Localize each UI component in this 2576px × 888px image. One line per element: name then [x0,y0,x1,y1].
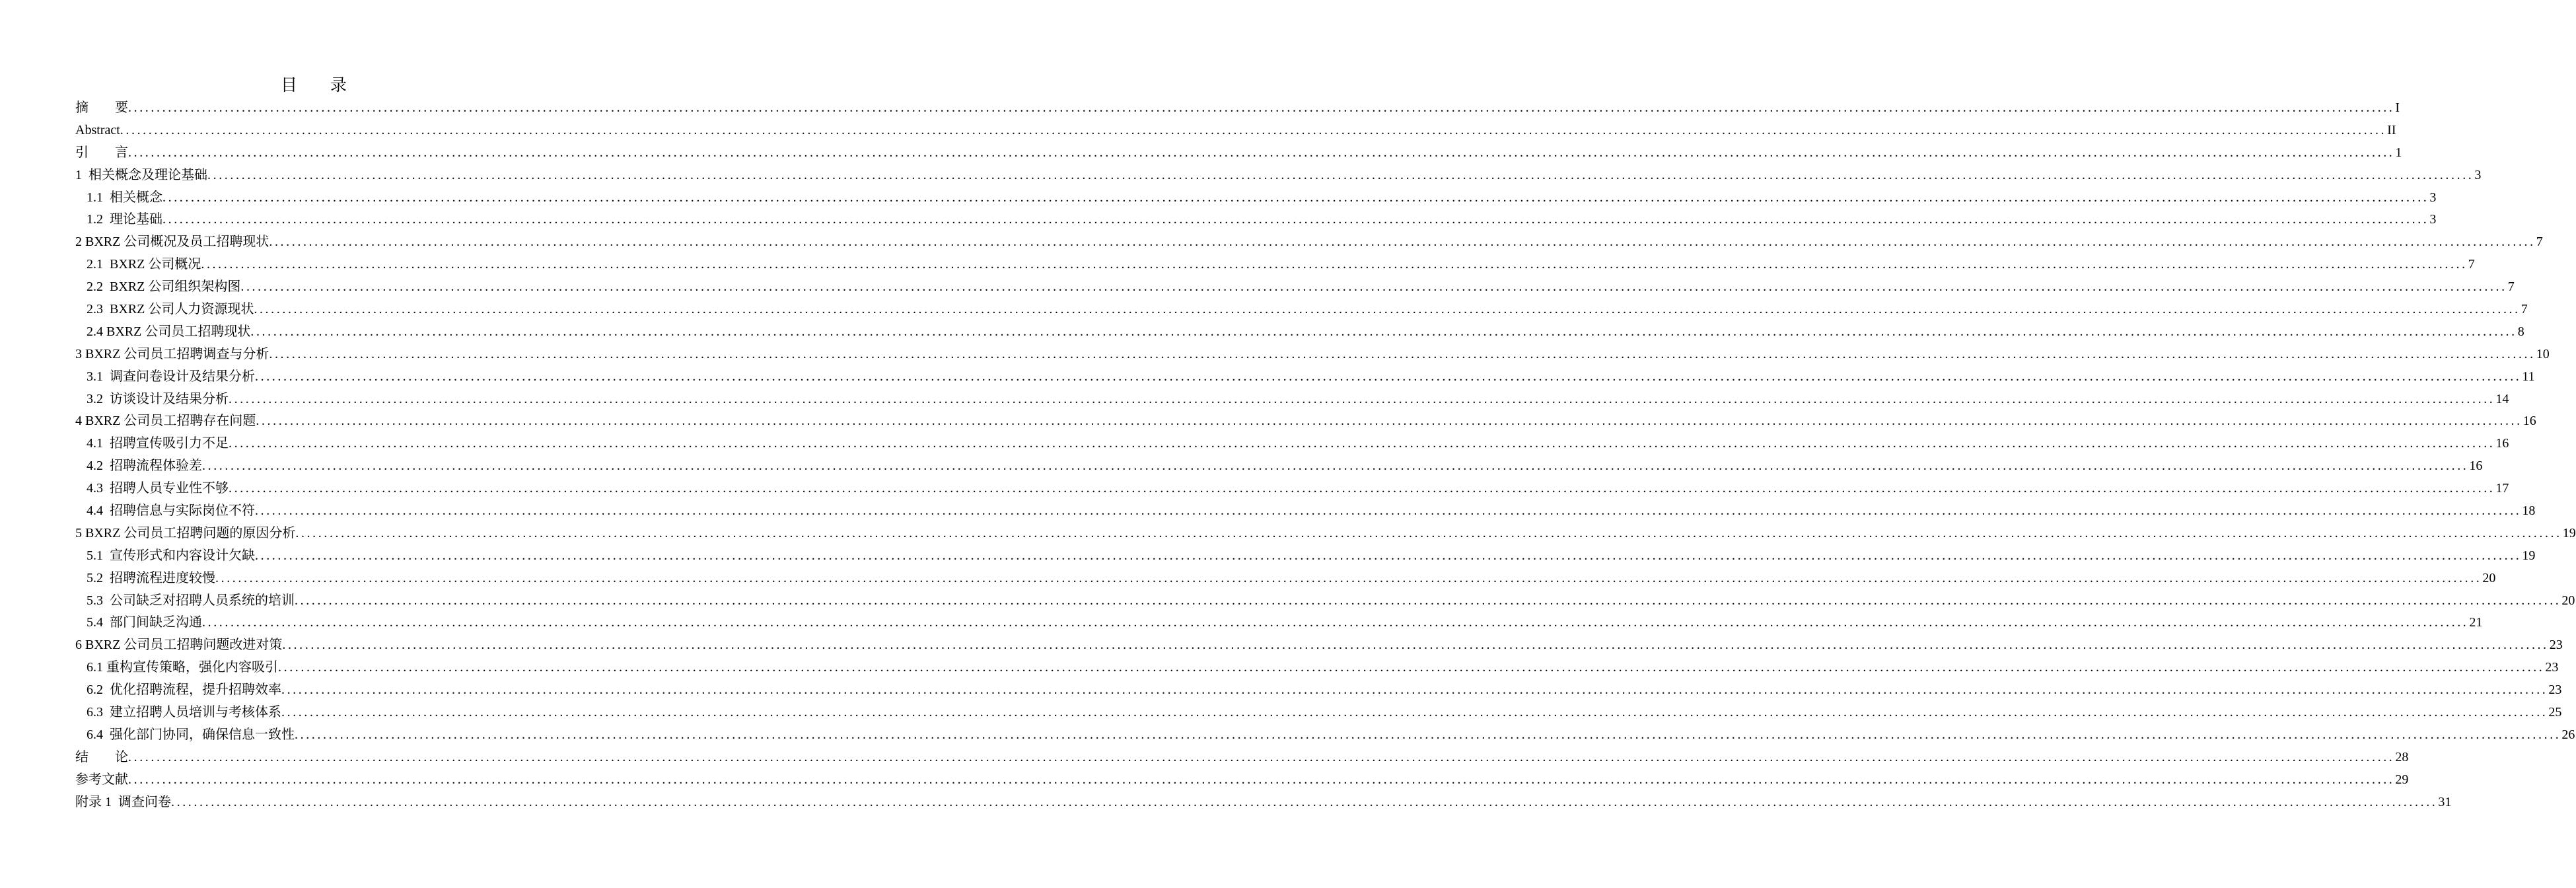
toc-entry[interactable] [75,702,2562,724]
toc-entry-page-number: 14 [2495,391,2509,406]
toc-dot-leader: ............................................................................................................................................................................................................................................................................................................................................................................................................... [162,212,2429,227]
toc-entry-title: 2.3 BXRZ 公司人力资源现状 [87,302,254,317]
toc-entry-title: 参考文献 [75,772,128,787]
toc-entry-title: 3.2 访谈设计及结果分析 [87,391,229,406]
toc-entry[interactable] [75,523,2576,545]
toc-entry[interactable] [75,568,2496,590]
toc-entry[interactable] [75,165,2482,187]
toc-entry[interactable] [75,366,2535,388]
toc-entry[interactable] [75,657,2559,679]
toc-entry-page-number: 29 [2395,772,2409,787]
toc-dot-leader: ............................................................................................................................................................................................................................................................................................................................................................................................................... [162,190,2429,205]
toc-dot-leader: ............................................................................................................................................................................................................................................................................................................................................................................................................... [229,436,2495,451]
toc-entry-title: 6.1 重构宣传策略，强化内容吸引 [87,660,278,675]
toc-entry[interactable] [75,231,2543,254]
toc-entry[interactable] [75,724,2575,747]
toc-entry-title: 6.2 优化招聘流程，提升招聘效率 [87,683,281,698]
toc-entry[interactable] [75,634,2563,657]
toc-entry-title: 1.2 理论基础 [87,212,162,227]
toc-dot-leader: ............................................................................................................................................................................................................................................................................................................................................................................................................... [171,794,2438,809]
toc-entry-title: 1 相关概念及理论基础 [75,167,207,182]
toc-entry-title: 5.3 公司缺乏对招聘人员系统的培训 [87,593,295,608]
toc-entry-page-number: 17 [2495,481,2509,496]
toc-dot-leader: ............................................................................................................................................................................................................................................................................................................................................................................................................... [269,346,2536,361]
toc-dot-leader: ............................................................................................................................................................................................................................................................................................................................................................................................................... [229,391,2495,406]
toc-dot-leader: ............................................................................................................................................................................................................................................................................................................................................................................................................... [281,705,2548,720]
toc-entry-title: Abstract [75,122,120,137]
toc-entry-title: 附录 1 调查问卷 [75,794,171,809]
toc-entry-title: 4.3 招聘人员专业性不够 [87,481,229,496]
toc-entry-page-number: 7 [2468,257,2475,272]
toc-entry-page-number: 3 [2429,212,2437,227]
toc-entry-page-number: 19 [2562,525,2576,540]
toc-entry-page-number: 25 [2548,705,2562,720]
toc-entry-title: 6.4 强化部门协同，确保信息一致性 [87,727,295,742]
toc-entry-title: 6 BXRZ 公司员工招聘问题改进对策 [75,638,283,653]
page-title: 目 录 [280,77,347,94]
toc-entry-page-number: 21 [2469,615,2483,630]
toc-dot-leader: ............................................................................................................................................................................................................................................................................................................................................................................................................... [295,727,2561,742]
toc-entry-page-number: 1 [2395,145,2402,160]
toc-entry[interactable] [75,410,2536,433]
toc-dot-leader: ............................................................................................................................................................................................................................................................................................................................................................................................................... [201,257,2468,272]
toc-entry-title: 2.4 BXRZ 公司员工招聘现状 [87,324,251,339]
toc-dot-leader: ............................................................................................................................................................................................................................................................................................................................................................................................................... [255,369,2522,384]
toc-dot-leader: ............................................................................................................................................................................................................................................................................................................................................................................................................... [202,615,2469,630]
toc-entry-page-number: 10 [2536,346,2550,361]
toc-entry-page-number: 16 [2522,414,2536,429]
toc-entry-title: 1.1 相关概念 [87,190,162,205]
toc-entry-title: 4.4 招聘信息与实际岗位不符 [87,503,255,519]
toc-entry-page-number: 31 [2438,794,2452,809]
toc-entry[interactable] [75,187,2437,209]
toc-entry-title: 3.1 调查问卷设计及结果分析 [87,369,255,384]
toc-entry-page-number: 11 [2522,369,2535,384]
toc-entry[interactable] [75,433,2509,455]
toc-dot-leader: ............................................................................................................................................................................................................................................................................................................................................................................................................... [255,548,2522,563]
toc-entry[interactable] [75,747,2409,769]
toc-entry-title: 结 论 [75,749,128,764]
toc-dot-leader: ............................................................................................................................................................................................................................................................................................................................................................................................................... [128,100,2395,115]
toc-entry-title: 5 BXRZ 公司员工招聘问题的原因分析 [75,525,296,540]
toc-entry-page-number: 7 [2536,235,2543,250]
toc-entry[interactable] [75,612,2483,634]
toc-entry-page-number: 20 [2561,593,2575,608]
toc-entry[interactable] [75,388,2509,411]
toc-entry[interactable] [75,792,2452,814]
toc-entry[interactable] [75,478,2509,500]
toc-dot-leader: ............................................................................................................................................................................................................................................................................................................................................................................................................... [295,593,2561,608]
toc-entry-title: 4.2 招聘流程体验差 [87,459,202,474]
toc-entry[interactable] [75,344,2550,366]
toc-entry-page-number: 28 [2395,749,2409,764]
toc-dot-leader: ............................................................................................................................................................................................................................................................................................................................................................................................................... [254,302,2521,317]
toc-entry-title: 4 BXRZ 公司员工招聘存在问题 [75,414,256,429]
toc-entry-title: 2 BXRZ 公司概况及员工招聘现状 [75,235,269,250]
table-of-contents [75,97,2576,814]
toc-entry-page-number: 26 [2561,727,2575,742]
toc-entry[interactable] [75,500,2536,523]
toc-entry[interactable] [75,590,2575,612]
toc-entry-title: 5.1 宣传形式和内容设计欠缺 [87,548,255,563]
toc-dot-leader: ............................................................................................................................................................................................................................................................................................................................................................................................................... [202,459,2469,474]
toc-entry-page-number: 19 [2522,548,2536,563]
toc-entry-title: 引 言 [75,145,128,160]
toc-entry-page-number: 3 [2474,167,2482,182]
toc-entry[interactable] [75,545,2536,568]
toc-entry[interactable] [75,455,2483,478]
toc-entry-page-number: 3 [2429,190,2437,205]
toc-dot-leader: ............................................................................................................................................................................................................................................................................................................................................................................................................... [250,324,2517,339]
toc-entry-title: 5.2 招聘流程进度较慢 [87,570,215,585]
toc-entry-page-number: 23 [2545,660,2559,675]
toc-entry-title: 5.4 部门间缺乏沟通 [87,615,202,630]
toc-dot-leader: ............................................................................................................................................................................................................................................................................................................................................................................................................... [128,145,2395,160]
toc-entry-title: 摘 要 [75,100,128,115]
toc-entry-page-number: 7 [2507,279,2515,295]
toc-entry[interactable] [75,276,2515,299]
toc-entry[interactable] [75,769,2409,792]
toc-entry[interactable] [75,97,2400,120]
toc-dot-leader: ............................................................................................................................................................................................................................................................................................................................................................................................................... [256,414,2522,429]
toc-dot-leader: ............................................................................................................................................................................................................................................................................................................................................................................................................... [229,481,2495,496]
toc-entry-page-number: 7 [2521,302,2528,317]
toc-entry[interactable] [75,254,2475,276]
toc-entry-page-number: 18 [2522,503,2536,519]
toc-dot-leader: ............................................................................................................................................................................................................................................................................................................................................................................................................... [282,638,2549,653]
toc-entry-title: 6.3 建立招聘人员培训与考核体系 [87,705,281,720]
toc-dot-leader: ............................................................................................................................................................................................................................................................................................................................................................................................................... [207,167,2474,182]
toc-dot-leader: ............................................................................................................................................................................................................................................................................................................................................................................................................... [281,683,2548,698]
toc-dot-leader: ............................................................................................................................................................................................................................................................................................................................................................................................................... [255,503,2522,519]
toc-entry-page-number: 8 [2517,324,2524,339]
toc-dot-leader: ............................................................................................................................................................................................................................................................................................................................................................................................................... [128,772,2395,787]
toc-entry-page-number: 16 [2495,436,2509,451]
toc-entry[interactable] [75,142,2402,165]
toc-entry-page-number: II [2387,122,2396,137]
toc-entry[interactable] [75,299,2528,321]
toc-dot-leader: ............................................................................................................................................................................................................................................................................................................................................................................................................... [278,660,2545,675]
toc-entry-title: 4.1 招聘宣传吸引力不足 [87,436,229,451]
toc-entry-page-number: 23 [2548,683,2562,698]
toc-dot-leader: ............................................................................................................................................................................................................................................................................................................................................................................................................... [120,122,2387,137]
toc-dot-leader: ............................................................................................................................................................................................................................................................................................................................................................................................................... [240,279,2507,295]
toc-entry-page-number: 23 [2549,638,2563,653]
toc-dot-leader: ............................................................................................................................................................................................................................................................................................................................................................................................................... [128,749,2395,764]
toc-entry[interactable] [75,120,2396,142]
toc-entry[interactable] [75,209,2437,231]
toc-dot-leader: ............................................................................................................................................................................................................................................................................................................................................................................................................... [295,525,2562,540]
toc-dot-leader: ............................................................................................................................................................................................................................................................................................................................................................................................................... [269,235,2536,250]
toc-entry-title: 2.1 BXRZ 公司概况 [87,257,201,272]
toc-entry[interactable] [75,321,2524,344]
toc-entry-page-number: I [2395,100,2400,115]
toc-entry-page-number: 16 [2469,459,2483,474]
toc-entry-page-number: 20 [2482,570,2496,585]
toc-entry[interactable] [75,679,2562,702]
toc-entry-title: 3 BXRZ 公司员工招聘调查与分析 [75,346,269,361]
toc-entry-title: 2.2 BXRZ 公司组织架构图 [87,279,241,295]
toc-dot-leader: ............................................................................................................................................................................................................................................................................................................................................................................................................... [215,570,2482,585]
